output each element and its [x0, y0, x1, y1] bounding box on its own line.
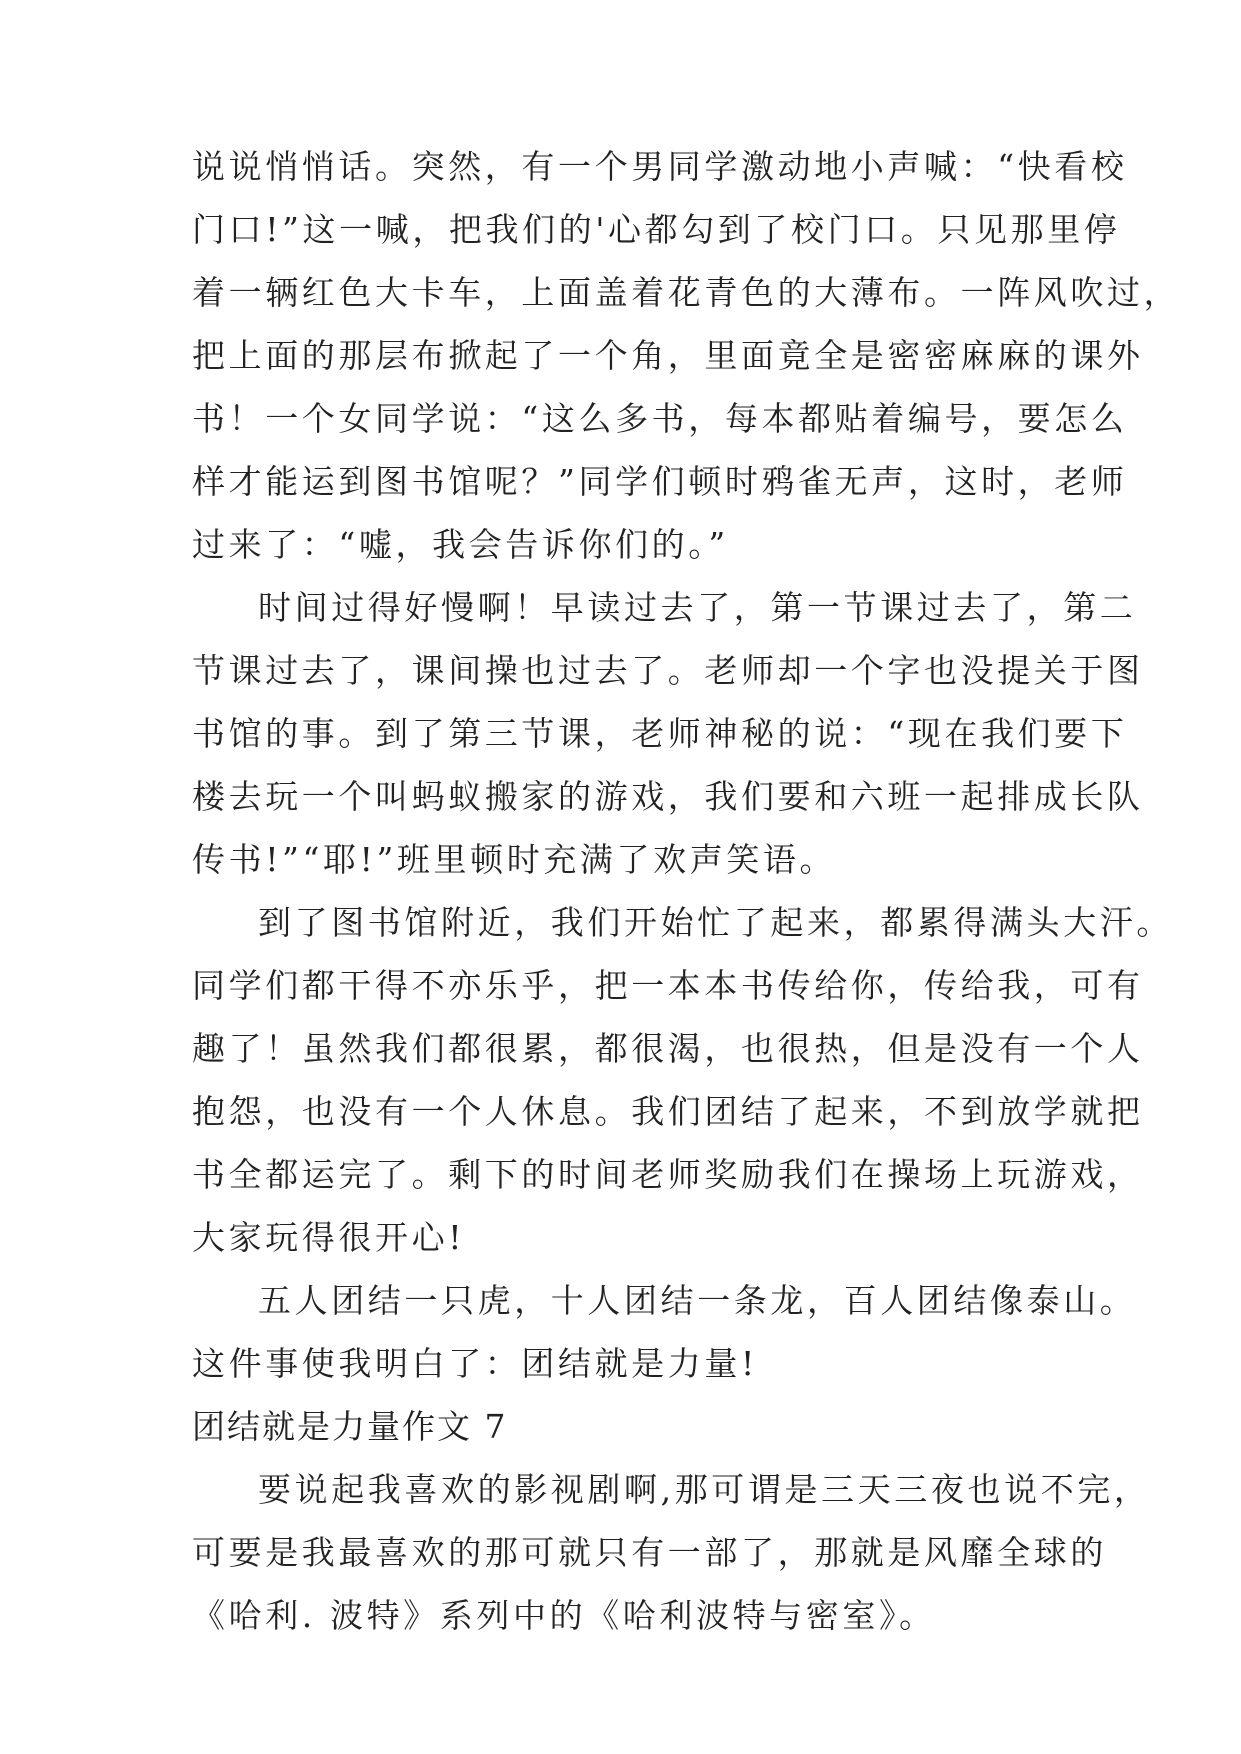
text-line: 可要是我最喜欢的那可就只有一部了，那就是风靡全球的 — [192, 1533, 1107, 1572]
text-line: 书馆的事。到了第三节课，老师神秘的说：“现在我们要下 — [192, 714, 1128, 753]
text-line: 着一辆红色大卡车，上面盖着花青色的大薄布。一阵风吹过， — [192, 273, 1181, 312]
text-line: 《哈利. 波特》系列中的《哈利波特与密室》。 — [192, 1596, 936, 1635]
text-line: 过来了：“嘘，我会告诉你们的。” — [192, 525, 729, 564]
text-line: 楼去玩一个叫蚂蚁搬家的游戏，我们要和六班一起排成长队 — [192, 777, 1144, 816]
document-page — [192, 135, 1181, 1647]
text-line: 到了图书馆附近，我们开始忙了起来，都累得满头大汗。 — [258, 903, 1173, 942]
section-heading: 团结就是力量作文 7 — [192, 1407, 508, 1446]
paragraph-3 — [192, 891, 1173, 1269]
text-line: 传书!”“耶!”班里顿时充满了欢声笑语。 — [192, 840, 837, 879]
paragraph-4 — [192, 1269, 1137, 1395]
text-line: 书！一个女同学说：“这么多书，每本都贴着编号，要怎么 — [192, 399, 1128, 438]
text-line: 趣了！虽然我们都很累，都很渴，也很热，但是没有一个人 — [192, 1029, 1144, 1068]
paragraph-5 — [192, 1458, 1151, 1647]
text-line: 要说起我喜欢的影视剧啊,那可谓是三天三夜也说不完， — [258, 1470, 1151, 1509]
text-line: 这件事使我明白了：团结就是力量! — [192, 1344, 758, 1383]
text-line: 大家玩得很开心! — [192, 1218, 466, 1257]
text-line: 样才能运到图书馆呢？”同学们顿时鸦雀无声，这时，老师 — [192, 462, 1128, 501]
text-line: 书全都运完了。剩下的时间老师奖励我们在操场上玩游戏， — [192, 1155, 1144, 1194]
text-line: 把上面的那层布掀起了一个角，里面竟全是密密麻麻的课外 — [192, 336, 1144, 375]
text-line: 同学们都干得不亦乐乎，把一本本书传给你，传给我，可有 — [192, 966, 1144, 1005]
text-line: 时间过得好慢啊！早读过去了，第一节课过去了，第二 — [258, 588, 1137, 627]
text-line: 抱怨，也没有一个人休息。我们团结了起来，不到放学就把 — [192, 1092, 1144, 1131]
paragraph-1 — [192, 135, 1181, 576]
text-line: 五人团结一只虎，十人团结一条龙，百人团结像泰山。 — [258, 1281, 1137, 1320]
text-line: 门口!”这一喊，把我们的'心都勾到了校门口。只见那里停 — [192, 210, 1121, 249]
paragraph-2 — [192, 576, 1144, 891]
text-line: 节课过去了，课间操也过去了。老师却一个字也没提关于图 — [192, 651, 1144, 690]
text-line: 说说悄悄话。突然，有一个男同学激动地小声喊：“快看校 — [192, 147, 1128, 186]
